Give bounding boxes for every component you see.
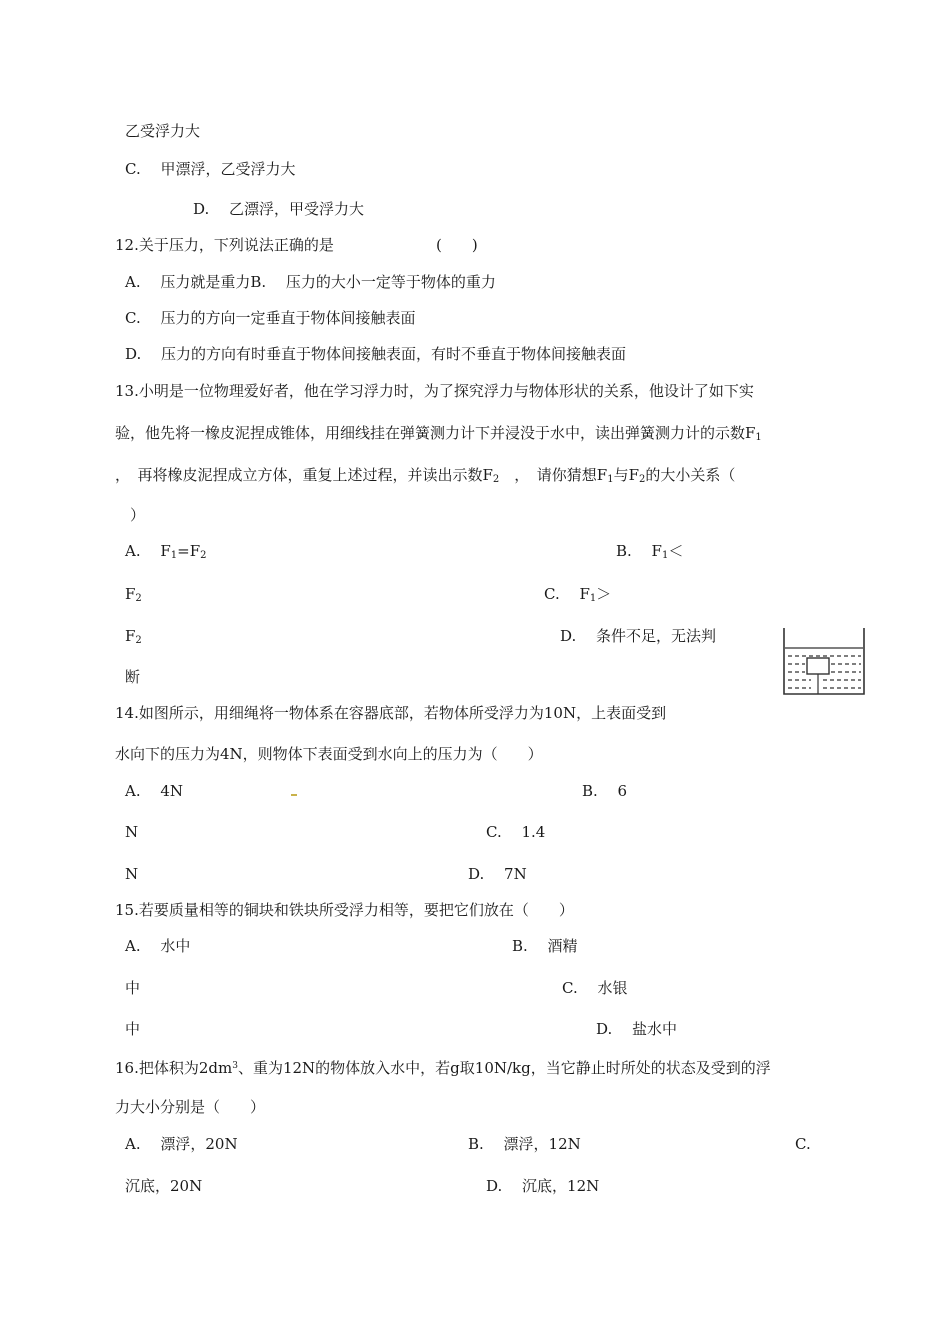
q16-option-d: D. 沉底，12N <box>486 1177 600 1195</box>
q11-continuation: 乙受浮力大 <box>125 122 201 140</box>
q13-option-b-cont: $F_2$ <box>125 585 142 604</box>
q16-option-a: A. 漂浮，20N <box>125 1135 238 1153</box>
q11-option-c: C. 甲漂浮，乙受浮力大 <box>125 160 296 178</box>
q16-line-1: 16.把体积为$2dm^3$、重为12N的物体放入水中，若g取10N/kg，当它静止时所处的状态及受到的浮 <box>115 1059 771 1077</box>
q13-option-c-cont: $F_2$ <box>125 627 142 646</box>
q15-option-b-cont: 中 <box>125 979 141 997</box>
q14-line-1: 14.如图所示，用细绳将一物体系在容器底部，若物体所受浮力为10N，上表面受到 <box>115 704 667 722</box>
q15-option-b: B. 酒精 <box>512 937 578 955</box>
q13-option-d-cont: 断 <box>125 668 141 686</box>
q15-stem: 15.若要质量相等的铜块和铁块所受浮力相等，要把它们放在（ ） <box>115 901 574 919</box>
q12-stem: 12.关于压力，下列说法正确的是 <box>115 236 334 254</box>
q12-option-d: D. 压力的方向有时垂直于物体间接触表面，有时不垂直于物体间接触表面 <box>125 345 627 363</box>
q15-option-c-cont: 中 <box>125 1020 141 1038</box>
q14-option-b: B. 6 <box>582 782 628 800</box>
q13-line-4: ） <box>130 506 146 524</box>
q12-option-c: C. 压力的方向一定垂直于物体间接触表面 <box>125 309 416 327</box>
q14-option-a: A. 4N <box>125 782 184 800</box>
q15-option-c: C. 水银 <box>562 979 628 997</box>
container-figure <box>783 628 865 696</box>
q13-line-2: 验，他先将一橡皮泥捏成锥体，用细线挂在弹簧测力计下并浸没于水中，读出弹簧测力计的示数$F_1$ <box>115 424 762 443</box>
q12-answer-paren: ( ) <box>436 236 478 254</box>
q13-option-d: D. 条件不足，无法判 <box>560 627 717 645</box>
q13-option-b: B. $F_1<$ <box>616 542 684 561</box>
q11-option-d: D. 乙漂浮，甲受浮力大 <box>193 200 365 218</box>
q14-option-b-cont: N <box>125 823 139 841</box>
q13-option-a: A. $F_1=F_2$ <box>125 542 207 561</box>
container-with-object-diagram <box>783 628 865 696</box>
q16-line-2: 力大小分别是（ ） <box>115 1098 266 1116</box>
q15-option-d: D. 盐水中 <box>596 1020 678 1038</box>
q14-option-d: D. 7N <box>468 865 527 883</box>
q12-option-ab: A. 压力就是重力B. 压力的大小一定等于物体的重力 <box>125 273 496 291</box>
q13-option-c: C. $F_1>$ <box>544 585 612 604</box>
q15-option-a: A. 水中 <box>125 937 191 955</box>
q16-option-c: C. <box>795 1135 811 1153</box>
q14-option-c: C. 1.4 <box>486 823 546 841</box>
q16-option-c-cont: 沉底，20N <box>125 1177 203 1195</box>
q14-line-2: 水向下的压力为4N，则物体下表面受到水向上的压力为（ ） <box>115 745 543 763</box>
q13-line-3: ， 再将橡皮泥捏成立方体，重复上述过程，并读出示数$F_2$ ， 请你猜想$F_1$与$F_2$的大小关系（ <box>115 466 736 485</box>
q14-option-c-cont: N <box>125 865 139 883</box>
q13-line-1: 13.小明是一位物理爱好者，他在学习浮力时，为了探究浮力与物体形状的关系，他设计了如下实 <box>115 382 754 400</box>
q16-option-b: B. 漂浮，12N <box>468 1135 581 1153</box>
stray-mark <box>291 794 297 796</box>
